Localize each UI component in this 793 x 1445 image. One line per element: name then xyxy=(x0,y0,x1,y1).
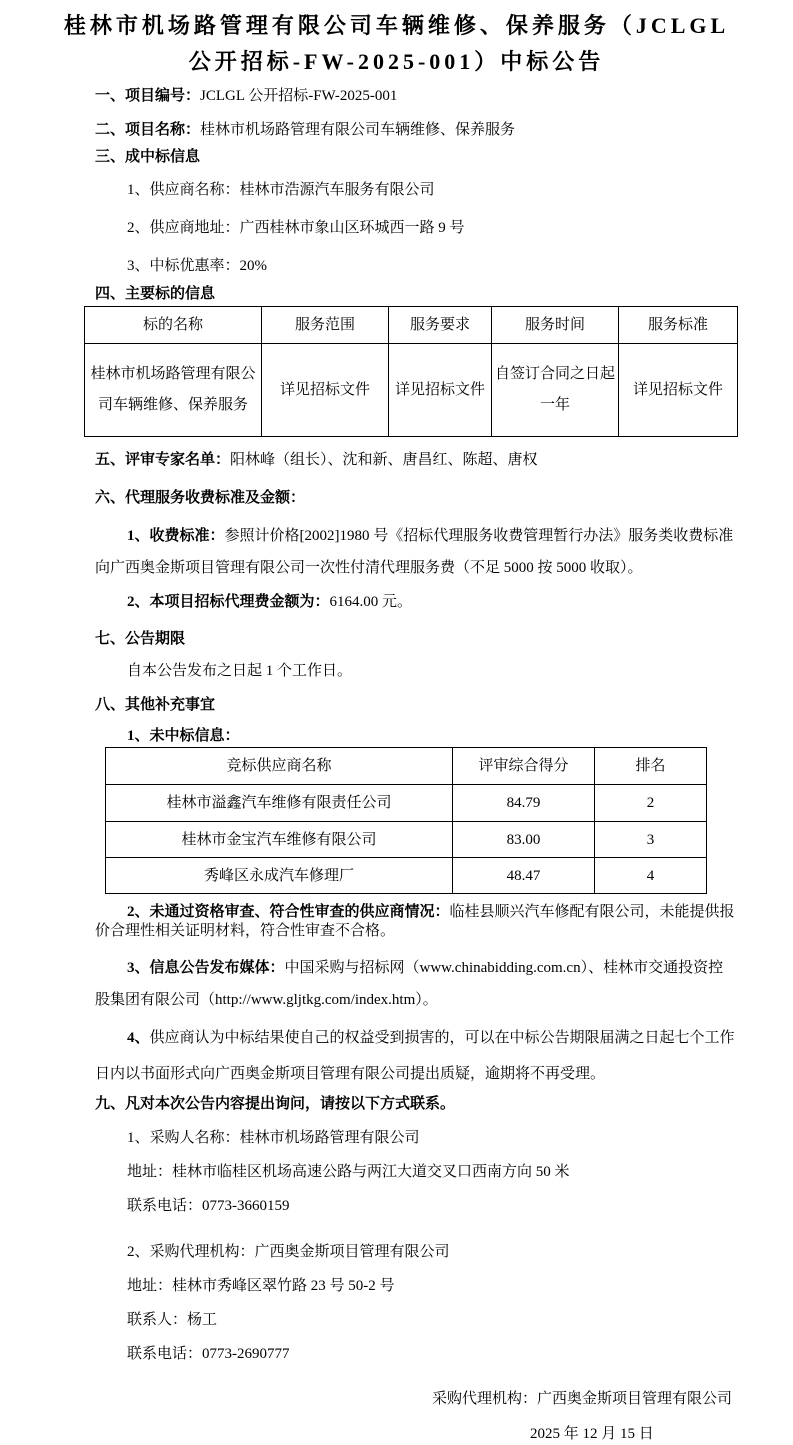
losing-bid-header-row xyxy=(106,748,707,785)
subject-info-heading: 四、主要标的信息 xyxy=(95,286,216,302)
subject-info-table xyxy=(84,306,738,437)
purchaser-name-line: 1、采购人名称：桂林市机场路管理有限公司 xyxy=(127,1130,420,1146)
losing-bid-table xyxy=(105,747,707,894)
table-cell: 桂林市金宝汽车维修有限公司 xyxy=(106,822,453,858)
supplier-address-item: 2、供应商地址：广西桂林市象山区环城西一路 9 号 xyxy=(127,220,465,236)
footer-agency-line: 采购代理机构：广西奥金斯项目管理有限公司 xyxy=(432,1391,733,1407)
fee-amount-paragraph xyxy=(95,592,737,612)
winning-info-heading: 三、成中标信息 xyxy=(95,149,201,165)
contact-heading: 九、凡对本次公告内容提出询问，请按以下方式联系。 xyxy=(95,1096,456,1112)
table-cell: 2 xyxy=(595,785,707,822)
table-header-cell: 服务要求 xyxy=(389,307,492,344)
table-header-cell: 排名 xyxy=(595,748,707,785)
discount-rate-item: 3、中标优惠率：20% xyxy=(127,258,267,274)
project-name-value: 桂林市机场路管理有限公司车辆维修、保养服务 xyxy=(200,122,516,138)
objection-text: 供应商认为中标结果使自己的权益受到损害的，可以在中标公告期限届满之日起七个工作日内以书面形式向广西奥金斯项目管理有限公司提出质疑，逾期将不再受理。 xyxy=(95,1030,735,1082)
losing-bid-row xyxy=(106,822,707,858)
expert-list-value: 阳林峰（组长）、沈和新、唐昌红、陈超、唐权 xyxy=(230,452,538,468)
fee-standard-paragraph xyxy=(95,520,737,584)
table-cell: 桂林市溢鑫汽车维修有限责任公司 xyxy=(106,785,453,822)
losing-bid-row xyxy=(106,785,707,822)
subject-table-row xyxy=(85,344,738,437)
table-header-cell: 标的名称 xyxy=(85,307,262,344)
agency-address-line: 地址：桂林市秀峰区翠竹路 23 号 50-2 号 xyxy=(127,1278,395,1294)
media-paragraph xyxy=(95,952,737,1016)
table-header-cell: 竞标供应商名称 xyxy=(106,748,453,785)
table-header-cell: 服务时间 xyxy=(492,307,619,344)
table-header-cell: 服务范围 xyxy=(262,307,389,344)
table-cell: 详见招标文件 xyxy=(619,344,738,437)
media-text: 中国采购与招标网（www.chinabidding.com.cn）、桂林市交通投资控股集团有限公司（http://www.gljtkg.com/index.htm）。 xyxy=(95,960,724,1008)
table-cell: 秀峰区永成汽车修理厂 xyxy=(106,858,453,894)
table-header-cell: 评审综合得分 xyxy=(453,748,595,785)
table-cell: 详见招标文件 xyxy=(262,344,389,437)
fee-amount-label: 2、本项目招标代理费金额为： xyxy=(127,594,330,610)
table-cell: 桂林市机场路管理有限公司车辆维修、保养服务 xyxy=(85,344,262,437)
notice-period-heading: 七、公告期限 xyxy=(95,631,186,647)
unqualified-supplier-text: 临桂县顺兴汽车修配有限公司，未能提供报价合理性相关证明材料，符合性审查不合格。 xyxy=(95,904,735,939)
purchaser-phone-line: 联系电话：0773-3660159 xyxy=(127,1198,290,1214)
fee-standard-text: 参照计价格[2002]1980 号《招标代理服务收费管理暂行办法》服务类收费标准向广西奥金斯项目管理有限公司一次性付清代理服务费（不足 5000 按 5000 收取）。 xyxy=(95,528,734,576)
title-line-1: 桂林市机场路管理有限公司车辆维修、保养服务（JCLGL xyxy=(63,13,730,38)
objection-paragraph xyxy=(95,1020,737,1092)
project-number-line xyxy=(95,86,737,106)
project-number-value: JCLGL 公开招标-FW-2025-001 xyxy=(200,88,398,104)
losing-bid-info-label: 1、未中标信息： xyxy=(127,728,240,744)
fee-amount-value: 6164.00 元。 xyxy=(329,594,413,610)
losing-bid-row xyxy=(106,858,707,894)
table-cell: 3 xyxy=(595,822,707,858)
project-number-label: 一、项目编号： xyxy=(95,88,201,104)
title-line-2: 公开招标-FW-2025-001）中标公告 xyxy=(188,49,605,74)
announcement-title xyxy=(0,0,793,80)
table-cell: 83.00 xyxy=(453,822,595,858)
table-cell: 自签订合同之日起一年 xyxy=(492,344,619,437)
expert-list-line xyxy=(95,450,737,470)
table-cell: 84.79 xyxy=(453,785,595,822)
agency-fee-heading: 六、代理服务收费标准及金额： xyxy=(95,490,306,506)
agency-name-line: 2、采购代理机构：广西奥金斯项目管理有限公司 xyxy=(127,1244,450,1260)
notice-period-body: 自本公告发布之日起 1 个工作日。 xyxy=(127,663,353,679)
purchaser-address-line: 地址：桂林市临桂区机场高速公路与两江大道交叉口西南方向 50 米 xyxy=(127,1164,570,1180)
agency-contact-line: 联系人：杨工 xyxy=(127,1312,218,1328)
document-body xyxy=(0,86,793,1364)
project-name-label: 二、项目名称： xyxy=(95,122,201,138)
table-cell: 4 xyxy=(595,858,707,894)
table-header-cell: 服务标准 xyxy=(619,307,738,344)
objection-label: 4、 xyxy=(127,1030,150,1046)
media-label: 3、信息公告发布媒体： xyxy=(127,960,285,976)
other-matters-heading: 八、其他补充事宜 xyxy=(95,697,216,713)
footer-date-line: 2025 年 12 月 15 日 xyxy=(530,1426,654,1442)
agency-phone-line: 联系电话：0773-2690777 xyxy=(127,1346,290,1362)
table-cell: 详见招标文件 xyxy=(389,344,492,437)
fee-standard-label: 1、收费标准： xyxy=(127,528,225,544)
expert-list-label: 五、评审专家名单： xyxy=(95,452,231,468)
unqualified-supplier-label: 2、未通过资格审查、符合性审查的供应商情况： xyxy=(127,904,450,920)
subject-table-header-row xyxy=(85,307,738,344)
unqualified-supplier-paragraph xyxy=(95,903,737,941)
project-name-line xyxy=(95,120,737,140)
table-cell: 48.47 xyxy=(453,858,595,894)
supplier-name-item: 1、供应商名称：桂林市浩源汽车服务有限公司 xyxy=(127,182,435,198)
